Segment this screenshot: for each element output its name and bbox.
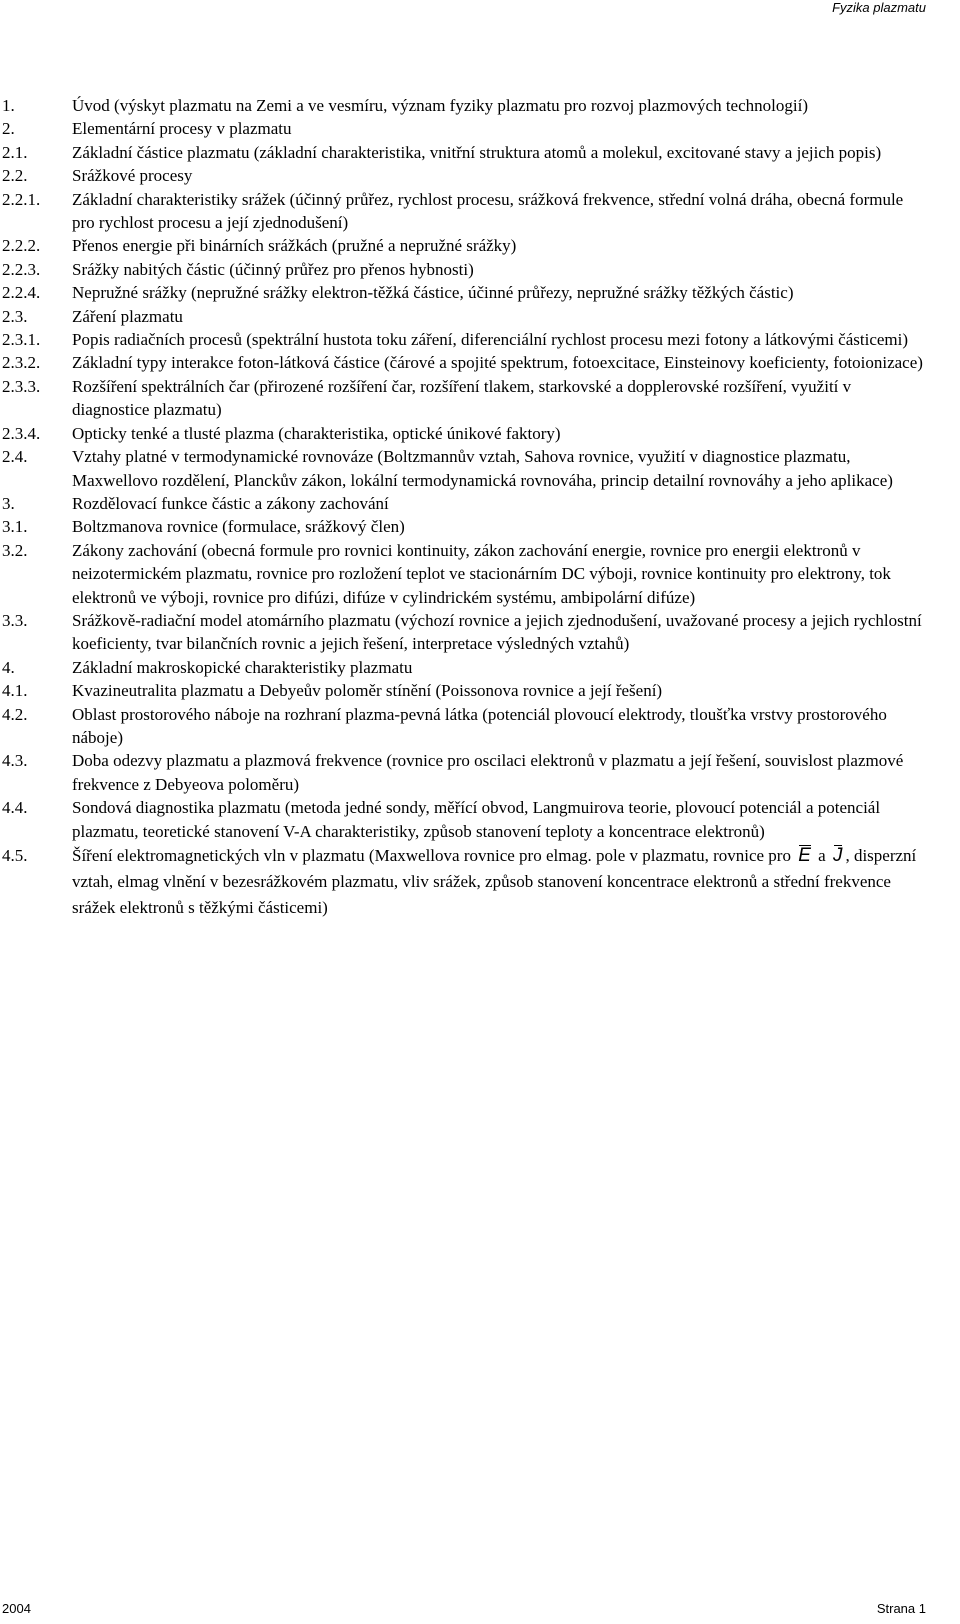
toc-item-2-2-1 xyxy=(0,188,926,235)
toc-item-1 xyxy=(0,94,926,117)
toc-item-4-4 xyxy=(0,796,926,843)
toc-text: Přenos energie při binárních srážkách (pružné a nepružné srážky) xyxy=(72,236,517,256)
toc-item-2-3 xyxy=(0,305,926,328)
toc-number: 2.3.1. xyxy=(2,330,41,350)
toc-text: Boltzmanova rovnice (formulace, srážkový člen) xyxy=(72,517,405,537)
toc-text: Rozdělovací funkce částic a zákony zachování xyxy=(72,493,389,513)
toc-text: Základní částice plazmatu (základní charakteristika, vnitřní struktura atomů a molekul, excitované stavy a jejich popis) xyxy=(72,142,882,162)
toc-number: 4.1. xyxy=(2,681,28,701)
toc-number: 4.4. xyxy=(2,798,28,818)
toc-number: 4.5. xyxy=(2,846,28,865)
toc-text: Základní makroskopické charakteristiky plazmatu xyxy=(72,657,413,677)
toc-item-3-2 xyxy=(0,539,926,609)
toc-item-4 xyxy=(0,656,926,679)
toc-number: 2.1. xyxy=(2,142,28,162)
toc-item-2-3-4 xyxy=(0,422,926,445)
toc-number: 2.2.3. xyxy=(2,259,41,279)
toc-text: Rozšíření spektrálních čar (přirozené rozšíření čar, rozšíření tlakem, starkovské a dopplerovské rozšíření, využití v diagnostice plazmatu) xyxy=(72,376,852,420)
toc-item-4-1 xyxy=(0,679,926,702)
toc-text: Doba odezvy plazmatu a plazmová frekvence (rovnice pro oscilaci elektronů v plazmatu a její řešení, souvislost plazmové frekvence z Debyeova poloměru) xyxy=(72,751,904,794)
toc-text-part: , disperzní vztah, elmag vlnění v bezesrážkovém plazmatu, vliv srážek, způsob stanovení koncentrace elektronů a střední frekvence srážek elektronů s těžkými částicemi) xyxy=(72,846,917,917)
toc-number: 3.2. xyxy=(2,540,28,560)
toc-number: 1. xyxy=(2,96,15,115)
toc-number: 3.1. xyxy=(2,517,28,537)
toc-item-2-2-2 xyxy=(0,234,926,257)
toc-text-part: Šíření elektromagnetických vln v plazmatu (Maxwellova rovnice pro elmag. pole v plazmatu, rovnice pro xyxy=(72,846,791,865)
toc-item-2-2 xyxy=(0,164,926,187)
toc-text: Kvazineutralita plazmatu a Debyeův poloměr stínění (Poissonova rovnice a její řešení) xyxy=(72,681,663,701)
toc-item-2-2-4 xyxy=(0,281,926,304)
toc-item-2-3-1 xyxy=(0,328,926,351)
conjunction: a xyxy=(818,846,826,865)
toc-number: 4.3. xyxy=(2,751,28,771)
toc-item-2 xyxy=(0,117,926,140)
toc-text: Srážky nabitých částic (účinný průřez pro přenos hybnosti) xyxy=(72,259,474,279)
toc-item-4-2 xyxy=(0,703,926,750)
toc-number: 3.3. xyxy=(2,610,28,630)
toc-number: 2.3.3. xyxy=(2,376,41,396)
toc-text: Vztahy platné v termodynamické rovnováze (Boltzmannův vztah, Sahova rovnice, využití v diagnostice plazmatu, Maxwellovo rozdělení, Planckův zákon, lokální termodynamická rovnováha, princip detailní rovnováhy a jeho aplikace) xyxy=(72,447,893,490)
toc-item-3-1 xyxy=(0,515,926,538)
vector-symbol-e: E xyxy=(795,843,814,869)
toc-item-4-5 xyxy=(0,843,926,921)
toc-number: 2.2.2. xyxy=(2,236,41,256)
toc-item-2-2-3 xyxy=(0,258,926,281)
toc-number: 2. xyxy=(2,119,15,139)
toc-text: Záření plazmatu xyxy=(72,306,183,326)
toc-text: Srážkově-radiační model atomárního plazmatu (výchozí rovnice a jejich zjednodušení, uvažované procesy a jejich rychlostní koeficienty, tvar bilančních rovnic a jejich řešení, interpretace výsledných vztahů) xyxy=(72,610,922,654)
toc-text: Elementární procesy v plazmatu xyxy=(72,119,292,139)
toc-text: Srážkové procesy xyxy=(72,166,193,186)
toc-text: Základní charakteristiky srážek (účinný průřez, rychlost procesu, srážková frekvence, střední volná dráha, obecná formule pro rychlost procesu a její zjednodušení) xyxy=(72,189,904,233)
toc-number: 4.2. xyxy=(2,704,28,724)
toc-item-2-4 xyxy=(0,445,926,492)
toc-text: Základní typy interakce foton-látková částice (čárové a spojité spektrum, fotoexcitace, Einsteinovy koeficienty, fotoionizace) xyxy=(72,353,923,373)
toc-item-4-3 xyxy=(0,749,926,796)
toc-item-2-1 xyxy=(0,141,926,164)
toc-item-3 xyxy=(0,492,926,515)
toc-number: 2.2.4. xyxy=(2,283,41,303)
toc-text: Opticky tenké a tlusté plazma (charakteristika, optické únikové faktory) xyxy=(72,423,561,443)
toc-number: 2.4. xyxy=(2,447,28,467)
table-of-contents xyxy=(0,94,926,921)
toc-item-3-3 xyxy=(0,609,926,656)
toc-text: Zákony zachování (obecná formule pro rovnici kontinuity, zákon zachování energie, rovnice pro energii elektronů v neizotermickém plazmatu, rovnice pro rozložení teplot ve stacionárním DC výboji, rovnice kontinuity pro elektrony, tok elektronů ve výboji, rovnice pro difúzi, difúze v cylindrickém systému, ambipolární difúze) xyxy=(72,540,891,607)
footer-year: 2004 xyxy=(2,1601,31,1616)
toc-text: Úvod (výskyt plazmatu na Zemi a ve vesmíru, význam fyziky plazmatu pro rozvoj plazmových technologií) xyxy=(72,96,808,115)
toc-number: 2.3. xyxy=(2,306,28,326)
toc-text: Nepružné srážky (nepružné srážky elektron-těžká částice, účinné průřezy, nepružné srážky těžkých částic) xyxy=(72,283,794,303)
toc-text xyxy=(72,843,926,921)
toc-number: 2.2.1. xyxy=(2,189,41,209)
toc-number: 2.3.4. xyxy=(2,423,41,443)
toc-text: Oblast prostorového náboje na rozhraní plazma-pevná látka (potenciál plovoucí elektrody, tloušťka vrstvy prostorového náboje) xyxy=(72,704,887,747)
toc-text: Sondová diagnostika plazmatu (metoda jedné sondy, měřící obvod, Langmuirova teorie, plovoucí potenciál a potenciál plazmatu, teoretické stanovení V-A charakteristiky, způsob stanovení teploty a koncentrace elektronů) xyxy=(72,798,881,841)
toc-number: 2.3.2. xyxy=(2,353,41,373)
toc-item-2-3-3 xyxy=(0,375,926,422)
page-number: Strana 1 xyxy=(876,1601,926,1616)
toc-number: 2.2. xyxy=(2,166,28,186)
toc-item-2-3-2 xyxy=(0,351,926,374)
toc-text: Popis radiačních procesů (spektrální hustota toku záření, diferenciální rychlost procesu mezi fotony a látkovými částicemi) xyxy=(72,330,909,350)
toc-number: 3. xyxy=(2,493,15,513)
running-header: Fyzika plazmatu xyxy=(832,0,926,15)
vector-symbol-j: J xyxy=(830,843,846,869)
toc-number: 4. xyxy=(2,657,15,677)
